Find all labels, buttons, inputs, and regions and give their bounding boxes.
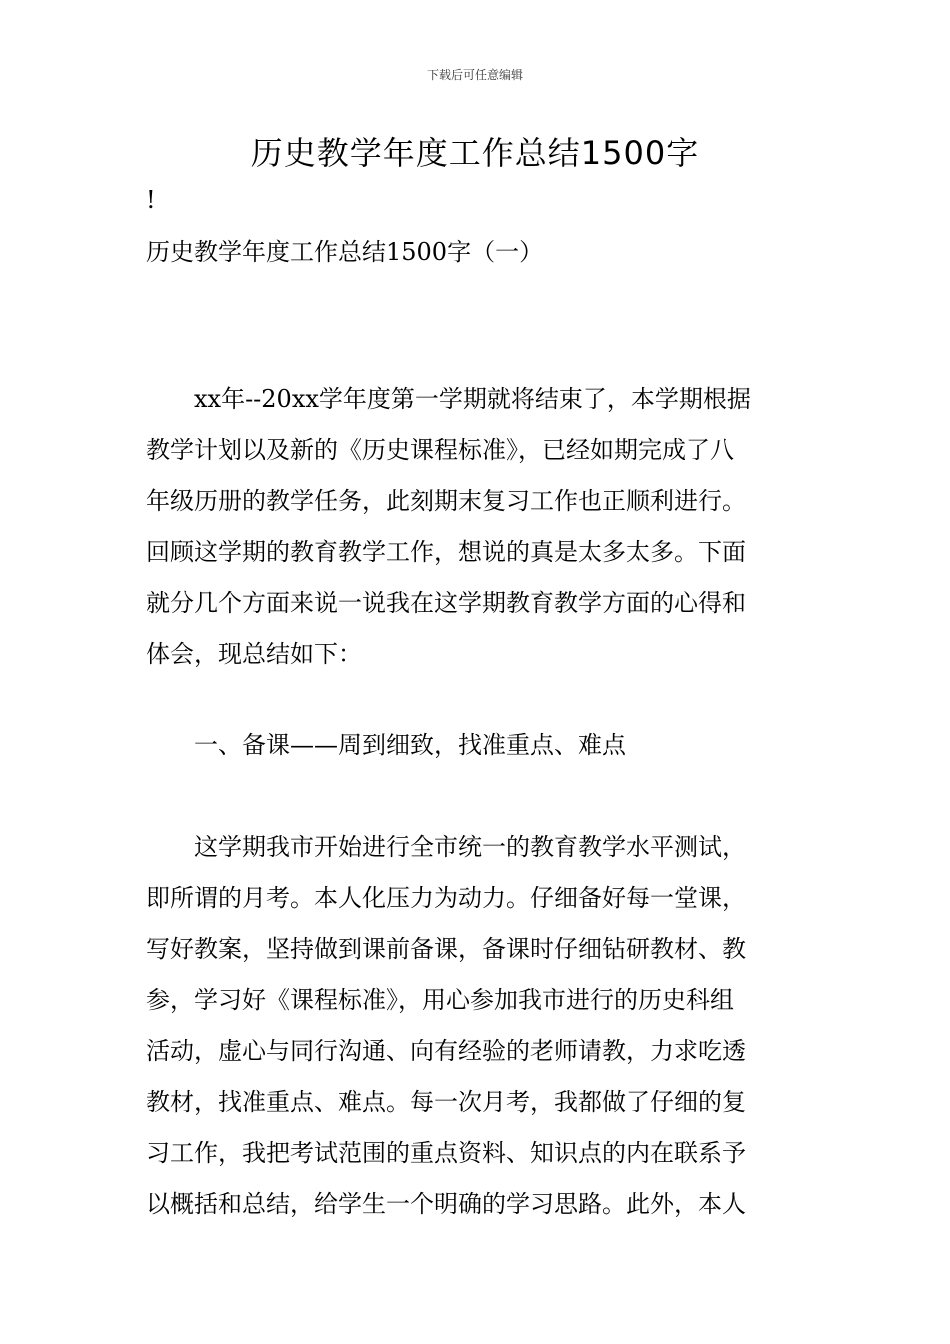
paragraph-line: 教材，找准重点、难点。每一次月考，我都做了仔细的复 <box>146 1088 746 1116</box>
intro-paragraph <box>146 374 816 680</box>
paragraph-line: 写好教案，坚持做到课前备课，备课时仔细钻研教材、教 <box>146 935 746 963</box>
paragraph-line: 即所谓的月考。本人化压力为动力。仔细备好每一堂课， <box>146 884 746 912</box>
paragraph-line: 就分几个方面来说一说我在这学期教育教学方面的心得和 <box>146 589 746 617</box>
paragraph-line: xx年--20xx学年度第一学期就将结束了，本学期根据 <box>146 385 751 413</box>
paragraph-line: 活动，虚心与同行沟通、向有经验的老师请教，力求吃透 <box>146 1037 746 1065</box>
section-heading <box>146 720 816 771</box>
section-paragraph <box>146 822 816 1230</box>
exclamation-mark: ! <box>146 186 156 214</box>
section-heading-text: 一、备课——周到细致，找准重点、难点 <box>146 731 626 759</box>
document-title: 历史教学年度工作总结1500字 <box>250 134 700 172</box>
paragraph-line: 以概括和总结，给学生一个明确的学习思路。此外，本人 <box>146 1190 746 1218</box>
document-subtitle: 历史教学年度工作总结1500字（一） <box>146 238 544 266</box>
page-header-note: 下载后可任意编辑 <box>426 68 523 82</box>
paragraph-line: 体会，现总结如下： <box>146 640 362 668</box>
paragraph-line: 教学计划以及新的《历史课程标准》，已经如期完成了八 <box>146 436 734 464</box>
paragraph-line: 这学期我市开始进行全市统一的教育教学水平测试， <box>146 833 746 861</box>
paragraph-line: 年级历册的教学任务，此刻期末复习工作也正顺利进行。 <box>146 487 746 515</box>
paragraph-line: 参，学习好《课程标准》，用心参加我市进行的历史科组 <box>146 986 734 1014</box>
paragraph-line: 回顾这学期的教育教学工作，想说的真是太多太多。下面 <box>146 538 746 566</box>
paragraph-line: 习工作，我把考试范围的重点资料、知识点的内在联系予 <box>146 1139 746 1167</box>
